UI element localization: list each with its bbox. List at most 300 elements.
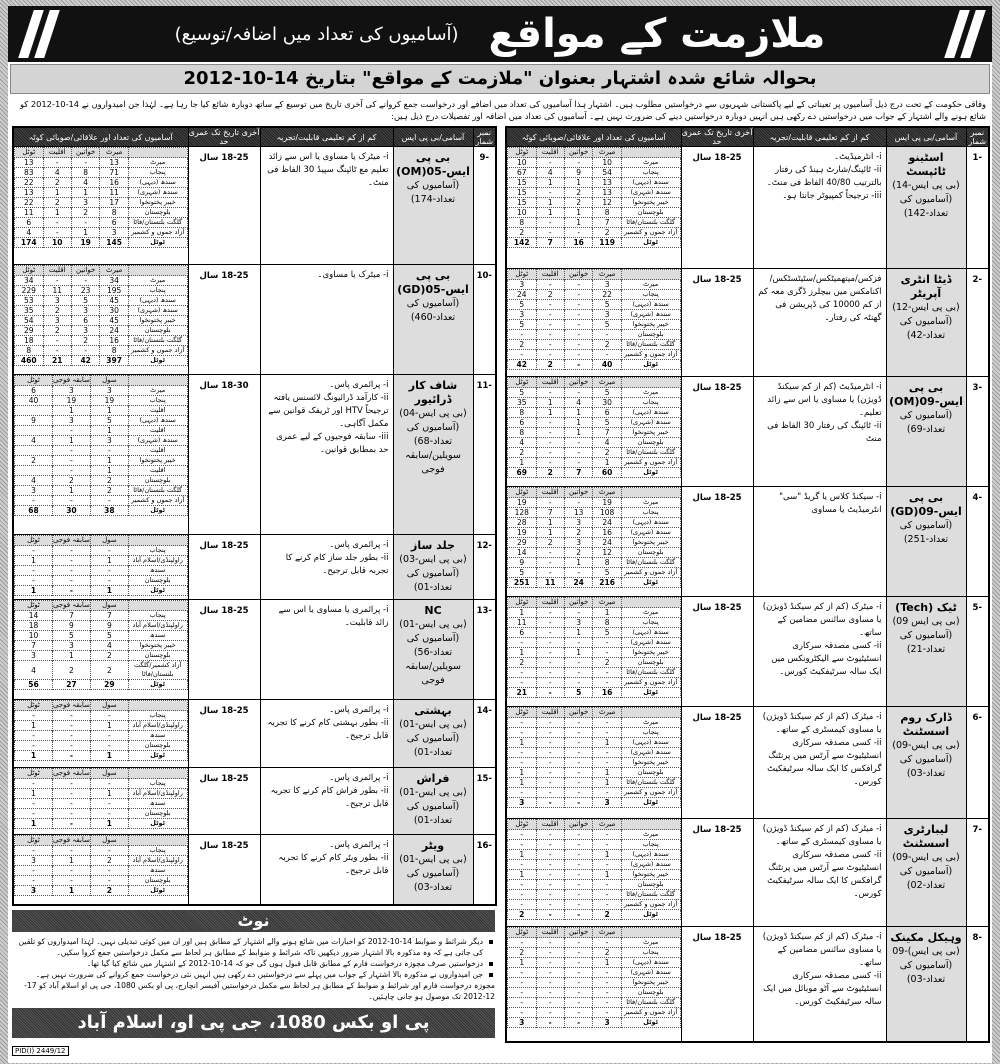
job-name: جلد ساز: [411, 539, 455, 552]
quota-region: پنجاب: [128, 168, 187, 178]
quota-value: -: [564, 968, 592, 978]
quota-header: سابقہ فوجی: [52, 701, 90, 709]
quota-value: 1: [536, 198, 564, 208]
job-qualification: [260, 768, 393, 835]
job-title-cell: [886, 269, 966, 377]
quota-row: [508, 968, 681, 978]
quota-value: 30: [100, 306, 128, 316]
job-name: بی پی ایس-09(OM): [889, 381, 963, 408]
quota-value: 2: [593, 948, 621, 958]
job-bps: (بی پی ایس-14): [892, 180, 960, 191]
quota-row: [15, 566, 188, 576]
quota-value: 2: [536, 538, 564, 548]
qualification-line: فزکس/میتھمیٹکس/سٹیٹسٹکس/اکنامکس میں بیچلرز ڈگری معہ کم از کم 10000 کی ڈپریشن فی گھنٹہ کی رفتار۔: [758, 274, 882, 323]
job-age-limit: 18-25 سال: [681, 269, 753, 377]
quota-region: راولپنڈی/اسلام آباد: [128, 789, 187, 799]
quota-header: [128, 266, 187, 276]
quota-value: -: [564, 638, 592, 648]
quota-value: -: [536, 798, 564, 808]
quota-row: [15, 641, 188, 651]
quota-row: [508, 998, 681, 1008]
quota-row: [15, 711, 188, 721]
quota-row: [15, 188, 188, 198]
job-title-cell: [886, 377, 966, 487]
quota-value: -: [536, 300, 564, 310]
quota-value: -: [508, 678, 537, 688]
quota-table: [14, 835, 188, 896]
quota-value: -: [593, 938, 621, 948]
quota-value: 11: [508, 618, 537, 628]
quota-value: -: [536, 320, 564, 330]
quota-value: 8: [100, 346, 128, 356]
quota-row: [508, 398, 681, 408]
job-name: لیبارٹری اسسٹنٹ: [902, 823, 950, 850]
quota-region: راولپنڈی/اسلام آباد: [128, 556, 187, 566]
job-title-cell: [393, 700, 473, 768]
quota-region: ٹوٹل: [128, 886, 187, 896]
quota-table: [507, 927, 681, 1028]
quota-value: 1: [90, 426, 128, 436]
quota-value: -: [564, 458, 592, 468]
qualification-line: ii- کسی مصدقہ سرکاری انسٹیٹیوٹ سے آرٹس میں پرنٹنگ گرافکس کا ایک سالہ سرٹیفکیٹ کورس۔: [767, 850, 882, 899]
quota-header: ٹوٹل: [508, 598, 537, 608]
qualification-line: ii- بطور جلد ساز کام کرنے کا تجربہ قابل ترجیح۔: [285, 553, 389, 576]
quota-value: -: [564, 830, 592, 840]
quota-region: سندھ (شہری): [621, 188, 680, 198]
quota-value: 9: [90, 621, 128, 631]
quota-value: 1: [90, 406, 128, 416]
quota-region: آزاد کشمیر/گلگت بلتستان/فاٹا: [128, 661, 187, 680]
quota-region: سندھ (دیہی): [621, 518, 680, 528]
quota-value: -: [536, 880, 564, 890]
quota-header: سابقہ فوجی: [52, 836, 90, 844]
quota-value: 8: [593, 618, 621, 628]
quota-value: 4: [536, 168, 564, 178]
job-row: [506, 927, 989, 1042]
quota-value: 24: [593, 538, 621, 548]
quota-value: -: [508, 988, 537, 998]
job-bps: (بی پی ایس-01): [399, 719, 467, 730]
quota-value: 1: [15, 819, 53, 829]
quota-value: 8: [508, 428, 537, 438]
quota-value: 2: [43, 306, 71, 316]
quota-value: 3: [564, 618, 592, 628]
job-title-cell: [886, 487, 966, 597]
quota-region: آزاد جموں و کشمیر: [621, 228, 680, 238]
quota-value: -: [15, 809, 53, 819]
table-header-row: [506, 127, 989, 147]
job-qualification: [260, 375, 393, 535]
quota-header: ٹوٹل: [15, 769, 53, 779]
jobs-column-left: [12, 126, 495, 1057]
quota-row: [508, 188, 681, 198]
quota-value: 2: [508, 340, 537, 350]
job-row: [506, 377, 989, 487]
quota-value: -: [564, 1008, 592, 1018]
quota-value: -: [564, 778, 592, 788]
quota-value: 16: [593, 688, 621, 698]
quota-table: [507, 487, 681, 588]
quota-value: 1: [52, 406, 90, 416]
quota-region: اقلیت: [128, 426, 187, 436]
quota-header-row: [15, 148, 188, 158]
quota-header: [128, 601, 187, 611]
quota-row: [508, 958, 681, 968]
job-name: NC: [424, 604, 442, 617]
quota-row: [508, 738, 681, 748]
job-quota-cell: [13, 768, 188, 835]
quota-value: 7: [52, 611, 90, 621]
advertisement-page: [8, 6, 992, 1063]
quota-value: 5: [593, 320, 621, 330]
quota-value: -: [52, 846, 90, 856]
quota-row: [15, 731, 188, 741]
quota-value: 1: [593, 738, 621, 748]
qualification-line: iii- ترجیحاً کمپیوٹر جانتا ہو۔: [782, 191, 882, 201]
quota-region: سندھ: [128, 731, 187, 741]
job-vacancy-count: (آسامیوں کی تعداد-174): [406, 180, 460, 205]
quota-region: سندھ (شہری): [621, 638, 680, 648]
job-name: بی پی ایس-05(GD): [397, 269, 469, 296]
quota-value: -: [536, 900, 564, 910]
quota-row: [508, 658, 681, 668]
quota-value: 1: [564, 218, 592, 228]
quota-value: 2: [52, 476, 90, 486]
quota-header: [621, 820, 680, 830]
quota-region: آزاد جموں و کشمیر: [621, 1008, 680, 1018]
quota-value: 3: [71, 198, 99, 208]
quota-value: -: [536, 648, 564, 658]
quota-header: میرٹ: [593, 820, 621, 830]
qualification-line: ii- کسی مصدقہ سرکاری انسٹیٹیوٹ سے الیکٹرونکس میں ایک سالہ سرٹیفکیٹ کورس۔: [771, 641, 882, 677]
quota-header: [128, 536, 187, 546]
quota-value: 1: [564, 648, 592, 658]
quota-value: -: [536, 910, 564, 920]
quota-value: -: [536, 988, 564, 998]
quota-value: 40: [15, 396, 53, 406]
quota-value: 13: [593, 188, 621, 198]
quota-value: -: [593, 978, 621, 988]
qualification-line: i- میٹرک (کم از کم سیکنڈ ڈویژن) یا مساوی سائنس مضامین کے ساتھ۔: [762, 602, 882, 638]
quota-value: -: [508, 880, 537, 890]
quota-value: -: [564, 880, 592, 890]
quota-row: [508, 788, 681, 798]
quota-value: -: [536, 968, 564, 978]
quota-value: 35: [15, 306, 44, 316]
quota-row: [15, 621, 188, 631]
quota-header: خواتین: [564, 148, 592, 158]
quota-region: پنجاب: [128, 396, 187, 406]
quota-value: 11: [100, 188, 128, 198]
quota-region: پنجاب: [128, 779, 187, 789]
quota-row: [508, 768, 681, 778]
quota-header: اقلیت: [536, 598, 564, 608]
quota-row: [508, 438, 681, 448]
quota-region: ٹوٹل: [621, 238, 680, 248]
quota-value: 54: [593, 168, 621, 178]
quota-value: -: [536, 658, 564, 668]
quota-value: -: [43, 346, 71, 356]
quota-table: [507, 707, 681, 808]
qualification-line: i- پرائمری یا مساوی یا اس سے زائد قابلیت۔: [278, 605, 389, 628]
quota-value: -: [52, 446, 90, 456]
quota-row: [15, 751, 188, 761]
quota-value: -: [564, 360, 592, 370]
quota-value: 2: [508, 228, 537, 238]
quota-value: 1: [508, 850, 537, 860]
job-name: ڈارک روم اسسٹنٹ: [900, 711, 952, 738]
quota-value: -: [536, 948, 564, 958]
quota-header-row: [508, 598, 681, 608]
quota-value: -: [564, 228, 592, 238]
quota-region: ٹوٹل: [621, 1018, 680, 1028]
quota-header: میرٹ: [593, 598, 621, 608]
quota-region: بلوچستان: [128, 876, 187, 886]
quota-value: -: [564, 158, 592, 168]
quota-value: -: [536, 688, 564, 698]
quota-value: -: [508, 788, 537, 798]
quota-value: -: [536, 768, 564, 778]
job-title-cell: [393, 835, 473, 905]
quota-value: 2: [43, 178, 71, 188]
quota-region: بلوچستان: [128, 576, 187, 586]
job-title-cell: [886, 597, 966, 707]
quota-value: 10: [43, 238, 71, 248]
quota-header: میرٹ: [593, 270, 621, 280]
quota-value: 71: [100, 168, 128, 178]
quota-value: 1: [508, 648, 537, 658]
quota-value: 2: [536, 290, 564, 300]
quota-value: 3: [43, 296, 71, 306]
quota-value: 4: [15, 476, 53, 486]
quota-value: -: [536, 618, 564, 628]
quota-region: گلگت بلتستان/فاٹا: [621, 558, 680, 568]
quota-header: [621, 270, 680, 280]
quota-value: 5: [593, 418, 621, 428]
quota-value: -: [508, 978, 537, 988]
quota-row: [508, 880, 681, 890]
quota-region: میرٹ: [128, 386, 187, 396]
quota-value: 2: [508, 910, 537, 920]
quota-region: بلوچستان: [128, 809, 187, 819]
qualification-line: ii- بطور فراش کام کرنے کا تجربہ قابل ترجیح۔: [270, 786, 389, 809]
job-vacancy-count: (آسامیوں کی تعداد-21): [899, 630, 953, 655]
quota-value: -: [536, 758, 564, 768]
job-row: [13, 700, 496, 768]
page-subtitle: (آسامیوں کی تعداد میں اضافہ/توسیع): [174, 23, 459, 45]
quota-value: -: [564, 910, 592, 920]
quota-value: -: [593, 748, 621, 758]
quota-region: ٹوٹل: [621, 798, 680, 808]
quota-region: اقلیت: [128, 446, 187, 456]
job-number: -1: [966, 147, 989, 269]
job-title-cell: [393, 768, 473, 835]
quota-row: [15, 661, 188, 680]
quota-header: اقلیت: [43, 266, 71, 276]
quota-value: 12: [593, 548, 621, 558]
job-bps: (بی پی ایس-01): [399, 787, 467, 798]
quota-value: -: [593, 1008, 621, 1018]
quota-row: [508, 678, 681, 688]
job-number: -5: [966, 597, 989, 707]
job-qualification: [260, 265, 393, 375]
job-number: -4: [966, 487, 989, 597]
quota-row: [508, 668, 681, 678]
job-title-cell: [886, 927, 966, 1042]
quota-header: [128, 148, 187, 158]
quota-region: سندھ (شہری): [128, 306, 187, 316]
quota-header: میرٹ: [593, 378, 621, 388]
quota-value: 7: [536, 508, 564, 518]
quota-value: 5: [593, 568, 621, 578]
job-bps: (بی پی ایس-09): [892, 852, 960, 863]
job-number: -11: [473, 375, 496, 535]
job-qualification: [753, 377, 886, 487]
quota-value: 6: [508, 418, 537, 428]
qualification-line: i- میٹرک یا مساوی یا اس سے زائد تعلیم مع ٹائپنگ سپیڈ 30 الفاظ فی منٹ۔: [267, 152, 389, 188]
quota-row: [508, 448, 681, 458]
quota-row: [508, 218, 681, 228]
quota-row: [15, 228, 188, 238]
quota-header: خواتین: [564, 928, 592, 938]
quota-value: 4: [564, 398, 592, 408]
quota-value: -: [564, 850, 592, 860]
quota-value: 5: [52, 631, 90, 641]
quota-value: 216: [593, 578, 621, 588]
quota-value: -: [564, 768, 592, 778]
quota-row: [508, 648, 681, 658]
quota-value: 1: [536, 528, 564, 538]
quota-row: [15, 856, 188, 866]
note-section: [12, 910, 495, 1002]
quota-value: 10: [593, 158, 621, 168]
quota-row: [15, 466, 188, 476]
quota-value: -: [593, 678, 621, 688]
quota-value: 22: [15, 178, 44, 188]
quota-value: 5: [593, 628, 621, 638]
quota-value: 3: [15, 856, 53, 866]
quota-region: ٹوٹل: [621, 468, 680, 478]
quota-region: گلگت بلتستان/فاٹا: [128, 486, 187, 496]
quota-value: -: [564, 658, 592, 668]
quota-value: 4: [508, 438, 537, 448]
quota-header-row: [508, 378, 681, 388]
quota-value: [15, 466, 53, 476]
job-age-limit: 18-25 سال: [188, 768, 260, 835]
quota-value: -: [90, 566, 128, 576]
quota-region: راولپنڈی/اسلام آباد: [128, 856, 187, 866]
quota-value: -: [536, 998, 564, 1008]
quota-value: 30: [52, 506, 90, 516]
quota-value: -: [536, 340, 564, 350]
quota-header: سول: [90, 376, 128, 386]
quota-value: -: [52, 809, 90, 819]
quota-value: -: [15, 546, 53, 556]
job-age-limit: 18-25 سال: [681, 927, 753, 1042]
quota-value: -: [593, 840, 621, 850]
quota-region: گلگت بلتستان/فاٹا: [621, 778, 680, 788]
job-vacancy-count: (آسامیوں کی تعداد-03): [899, 960, 953, 985]
quota-header: سول: [90, 601, 128, 611]
quota-value: -: [593, 758, 621, 768]
column-header-post: آسامی/بی پی ایس: [886, 127, 966, 147]
quota-header: اقلیت: [536, 148, 564, 158]
job-row: [13, 600, 496, 700]
quota-value: -: [52, 566, 90, 576]
quota-value: -: [536, 438, 564, 448]
quota-value: 2: [593, 910, 621, 920]
quota-row: [15, 336, 188, 346]
job-vacancy-count: (آسامیوں کی تعداد-03): [899, 754, 953, 779]
quota-value: 2: [90, 886, 128, 896]
quota-row: [508, 198, 681, 208]
quota-value: -: [564, 1018, 592, 1028]
quota-value: -: [536, 778, 564, 788]
quota-value: -: [15, 576, 53, 586]
quota-region: سندھ (دیہی): [621, 300, 680, 310]
job-title-cell: [393, 265, 473, 375]
quota-value: 68: [15, 506, 53, 516]
quota-header-row: [508, 708, 681, 718]
quota-region: ٹوٹل: [621, 578, 680, 588]
note-bullet: درخواستیں صرف مجوزہ درخواست فارم کے مطابق قابل قبول ہوں گی جو کہ 14-10-2012 کے اشتہار میں شائع کیا گیا تھا۔: [12, 958, 495, 969]
job-quota-cell: [506, 377, 681, 487]
qualification-line: ii- کسی مصدقہ سرکاری انسٹیٹیوٹ سے آرٹس میں پرنٹنگ گرافکس کا ایک سالہ سرٹیفکیٹ کورس۔: [767, 738, 882, 787]
quota-header: سابقہ فوجی: [52, 536, 90, 544]
quota-value: 7: [564, 468, 592, 478]
quota-value: -: [593, 860, 621, 870]
quota-header: خواتین: [564, 270, 592, 280]
quota-row: [15, 556, 188, 566]
quota-value: 4: [90, 641, 128, 651]
quota-region: سندھ (شہری): [621, 418, 680, 428]
quota-row: [15, 456, 188, 466]
quota-value: -: [508, 998, 537, 1008]
qualification-line: i- پرائمری پاس۔: [329, 380, 389, 390]
quota-value: 1: [43, 208, 71, 218]
quota-value: -: [593, 968, 621, 978]
quota-value: -: [52, 466, 90, 476]
quota-value: 4: [15, 436, 53, 446]
quota-row: [15, 168, 188, 178]
quota-value: -: [536, 738, 564, 748]
quota-value: 7: [90, 611, 128, 621]
quota-header-row: [508, 488, 681, 498]
quota-value: -: [90, 731, 128, 741]
intro-text: وفاقی حکومت کے تحت درج ذیل آسامیوں پر تعیناتی کے لیے پاکستانی شہریوں سے درخواستیں مطلوب ہیں۔ اشتہار ہذا آسامیوں کی تعداد میں اضافے اور درخواست جمع کروانے کی آخری تاریخ میں توسیع کے ساتھ دوبارہ شائع کیا جا رہا ہے۔ لہٰذا جن امیدواروں نے 14-10-2012 کو شائع ہونے والے اشتہار کے جواب میں درخواستیں دے رکھی ہیں انہیں دوبارہ درخواستیں دینے کی ضرورت نہیں ہے۔ آسامیوں کی تعداد میں اضافہ اور تفصیلات درج ذیل ہیں:: [19, 99, 986, 121]
quota-value: 2: [90, 856, 128, 866]
quota-header: سابقہ فوجی: [52, 376, 90, 384]
job-row: [13, 768, 496, 835]
quota-value: 2: [564, 198, 592, 208]
quota-value: 3: [593, 280, 621, 290]
quota-value: -: [564, 300, 592, 310]
quota-region: سندھ (دیہی): [128, 416, 187, 426]
quota-region: بلوچستان: [128, 326, 187, 336]
quota-value: -: [593, 350, 621, 360]
quota-row: [508, 728, 681, 738]
quota-value: 1: [564, 208, 592, 218]
quota-region: خیبر پختونخوا: [621, 648, 680, 658]
quota-value: 1: [536, 178, 564, 188]
quota-region: سندھ (دیہی): [128, 178, 187, 188]
quota-value: -: [52, 731, 90, 741]
quota-row: [15, 486, 188, 496]
quota-row: [15, 386, 188, 396]
quota-region: پنجاب: [128, 611, 187, 621]
quota-row: [15, 876, 188, 886]
quota-value: 3: [90, 436, 128, 446]
